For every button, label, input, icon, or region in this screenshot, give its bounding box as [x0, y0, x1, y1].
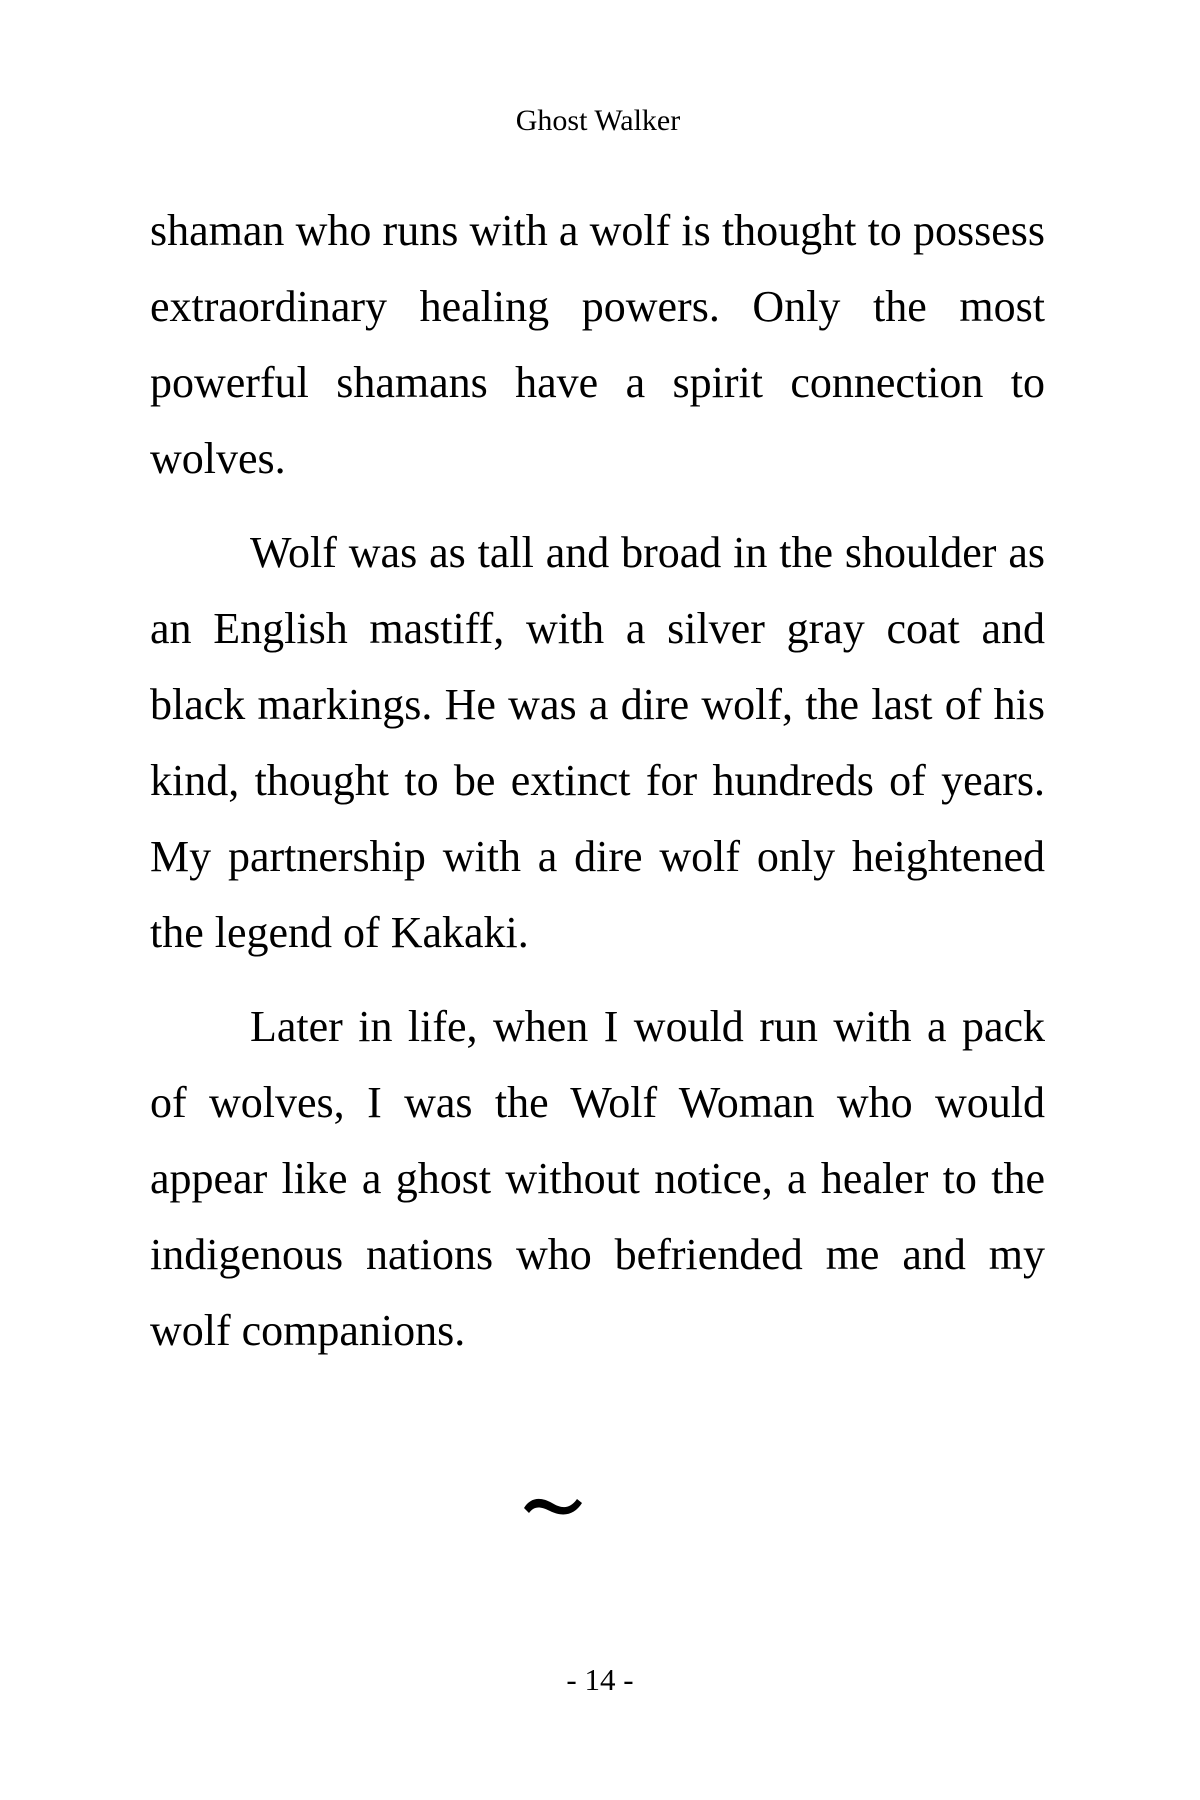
body-text	[150, 193, 1045, 1387]
page-number: - 14 -	[566, 1662, 634, 1697]
running-header: Ghost Walker	[515, 104, 681, 137]
paragraph-1: shaman who runs with a wolf is thought to possess extraordinary healing powers. Only the most powerful shamans have a spirit connection to wolves.	[150, 206, 1045, 483]
paragraph-3: Later in life, when I would run with a pack of wolves, I was the Wolf Woman who would appear like a ghost without notice, a healer to the indigenous nations who befriended me and my wolf companions.	[150, 1002, 1045, 1355]
paragraph-2: Wolf was as tall and broad in the shoulder as an English mastiff, with a silver gray coat and black markings. He was a dire wolf, the last of his kind, thought to be extinct for hundreds of years. My partnership with a dire wolf only heightened the legend of Kakaki.	[150, 528, 1045, 957]
tilde-ornament-icon	[520, 1488, 586, 1520]
